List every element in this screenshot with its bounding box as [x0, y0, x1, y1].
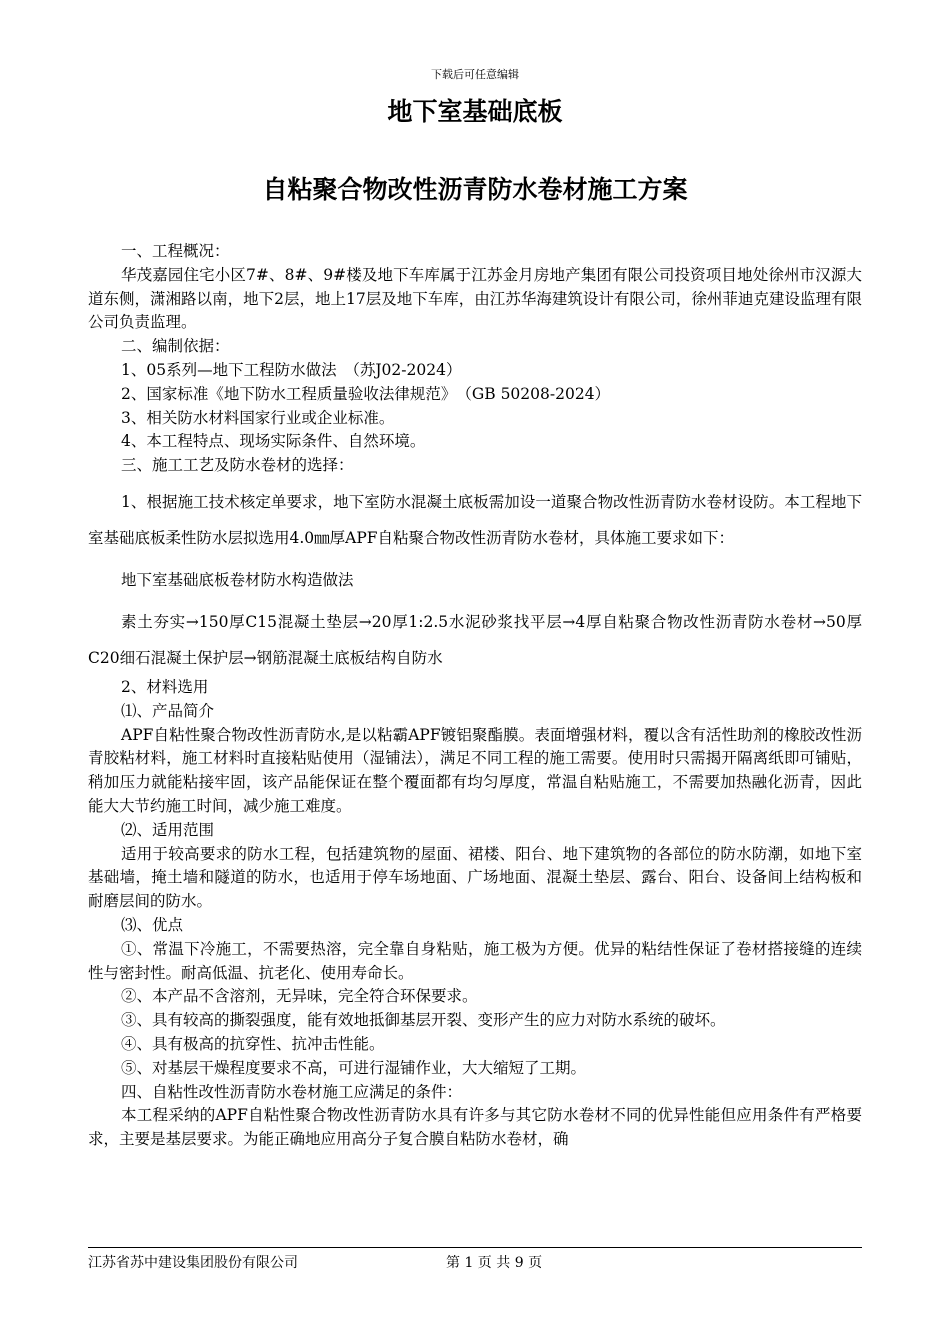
subsection-heading: ⑵、适用范围	[121, 820, 215, 839]
paragraph: 1、根据施工技术核定单要求，地下室防水混凝土底板需加设一道聚合物改性沥青防水卷材设防。本工程地下室基础底板柔性防水层拟选用4.0㎜厚APF自粘聚合物改性沥青防水卷材，具体施工要求如下：	[88, 492, 862, 547]
paragraph: 本工程采纳的APF自粘性聚合物改性沥青防水具有许多与其它防水卷材不同的优异性能但应用条件有严格要求，主要是基层要求。为能正确地应用高分子复合膜自粘防水卷材，确	[88, 1106, 862, 1149]
paragraph: 华茂嘉园住宅小区7#、8#、9#楼及地下车库属于江苏金月房地产集团有限公司投资项目地处徐州市汉源大道东侧，潇湘路以南，地下2层，地上17层及地下车库，由江苏华海建筑设计有限公司，徐州菲迪克建设监理有限公司负责监理。	[88, 265, 862, 332]
document-title-line-1: 地下室基础底板	[387, 97, 563, 126]
list-item: ①、常温下冷施工，不需要热溶，完全靠自身粘贴，施工极为方便。优异的粘结性保证了卷材搭接缝的连续性与密封性。耐高低温、抗老化、使用寿命长。	[88, 939, 862, 982]
footer-divider	[88, 1247, 862, 1248]
paragraph: APF自粘性聚合物改性沥青防水,是以粘霸APF镀铝聚酯膜。表面增强材料，覆以含有活性助剂的橡胶改性沥青胶粘材料，施工材料时直接粘贴使用（湿铺法），满足不同工程的施工需要。使用时只需揭开隔离纸即可铺贴，稍加压力就能粘接牢固，该产品能保证在整个覆面都有均匀厚度，常温自粘贴施工，不需要加热融化沥青，因此能大大节约施工时间，减少施工难度。	[88, 725, 862, 815]
paragraph: 素土夯实→150厚C15混凝土垫层→20厚1:2.5水泥砂浆找平层→4厚自粘聚合物改性沥青防水卷材→50厚C20细石混凝土保护层→钢筋混凝土底板结构自防水	[88, 612, 862, 667]
list-item: 2、国家标准《地下防水工程质量验收法律规范》 （GB 50208-2024）	[121, 384, 611, 403]
list-item: ④、具有极高的抗穿性、抗冲击性能。	[121, 1034, 385, 1053]
subsection-heading: ⑶、优点	[121, 915, 184, 934]
section-heading: 一、工程概况：	[121, 242, 230, 260]
footer-page-number: 第 1 页 共 9 页	[446, 1255, 543, 1271]
footer-company: 江苏省苏中建设集团股份有限公司	[88, 1255, 298, 1271]
list-item: 3、相关防水材料国家行业或企业标准。	[121, 408, 395, 427]
list-item: 4、本工程特点、现场实际条件、自然环境。	[121, 432, 426, 451]
document-title-line-2: 自粘聚合物改性沥青防水卷材施工方案	[262, 175, 688, 204]
subsection-heading: ⑴、产品简介	[121, 701, 215, 720]
list-item: ③、具有较高的撕裂强度，能有效地抵御基层开裂、变形产生的应力对防水系统的破坏。	[121, 1011, 726, 1030]
header-note: 下载后可任意编辑	[431, 68, 519, 81]
list-item: 1、05系列—地下工程防水做法 （苏J02-2024）	[121, 360, 462, 379]
section-heading: 四、自粘性改性沥青防水卷材施工应满足的条件：	[121, 1082, 463, 1101]
paragraph: 地下室基础底板卷材防水构造做法	[121, 570, 354, 589]
document-body	[88, 240, 862, 1152]
subsection-heading: 2、材料选用	[121, 677, 209, 696]
section-heading: 二、编制依据：	[121, 337, 230, 356]
list-item: ⑤、对基层干燥程度要求不高，可进行湿铺作业，大大缩短了工期。	[121, 1058, 587, 1077]
paragraph: 适用于较高要求的防水工程，包括建筑物的屋面、裙楼、阳台、地下建筑物的各部位的防水防潮，如地下室基础墙，掩土墙和隧道的防水，也适用于停车场地面、广场地面、混凝土垫层、露台、阳台、设备间上结构板和耐磨层间的防水。	[88, 844, 862, 911]
list-item: ②、本产品不含溶剂，无异味，完全符合环保要求。	[121, 987, 478, 1006]
section-heading: 三、施工工艺及防水卷材的选择：	[121, 456, 354, 475]
